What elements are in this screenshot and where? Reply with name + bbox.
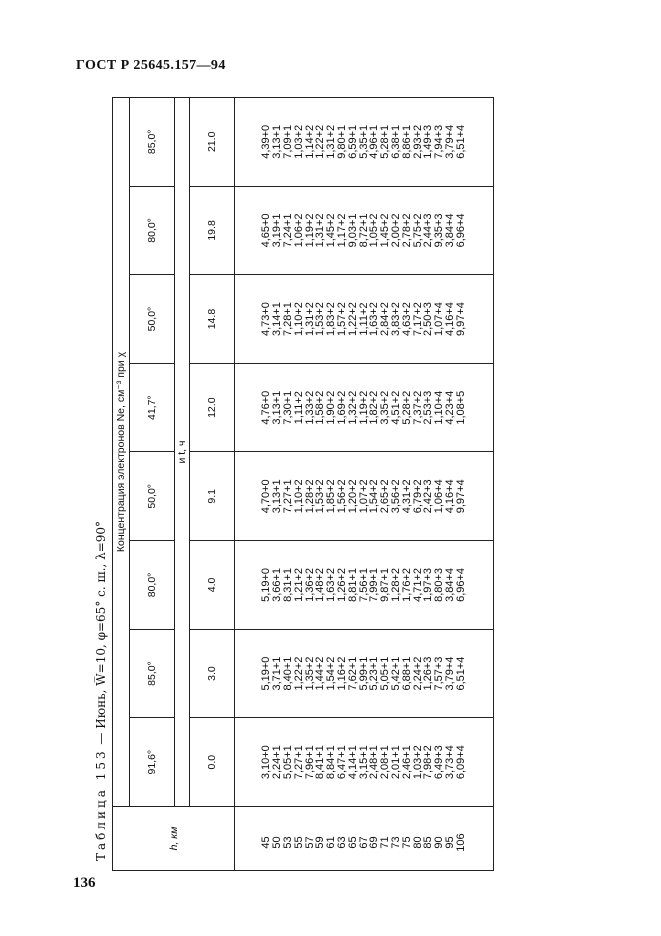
concentration-value: 1,26+3 bbox=[422, 656, 435, 691]
concentration-value: 1,10+2 bbox=[292, 479, 305, 514]
concentration-value: 1,33+2 bbox=[303, 390, 316, 425]
concentration-value: 2,65+2 bbox=[379, 479, 392, 514]
concentration-value: 4,39+0 bbox=[260, 124, 273, 159]
height-value: 73 bbox=[389, 836, 402, 849]
concentration-value: 5,19+0 bbox=[260, 656, 273, 691]
concentration-value: 6,96+4 bbox=[454, 567, 467, 602]
concentration-value: 3,84+4 bbox=[443, 213, 456, 248]
time-header-cell: 3.0 bbox=[190, 629, 235, 718]
concentration-value: 4,63+2 bbox=[400, 302, 413, 337]
concentration-value: 5,75+2 bbox=[411, 213, 424, 248]
concentration-value: 5,35+1 bbox=[357, 124, 370, 159]
concentration-value: 5,19+0 bbox=[260, 567, 273, 602]
time-header-cell: 0.0 bbox=[190, 718, 235, 807]
concentration-value: 3,79+4 bbox=[443, 656, 456, 691]
concentration-value: 1,07+4 bbox=[433, 302, 446, 337]
concentration-value: 6,51+4 bbox=[454, 656, 467, 691]
concentration-value: 4,51+2 bbox=[389, 390, 402, 425]
data-column bbox=[235, 98, 494, 187]
concentration-value: 5,05+1 bbox=[282, 745, 295, 780]
concentration-value: 5,99+1 bbox=[357, 656, 370, 691]
concentration-value: 1,35+2 bbox=[303, 656, 316, 691]
sub-header: и t, ч bbox=[175, 98, 190, 807]
concentration-value: 3,83+2 bbox=[389, 302, 402, 337]
concentration-value: 1,31+2 bbox=[325, 124, 338, 159]
concentration-value: 2,48+1 bbox=[368, 745, 381, 780]
concentration-value: 1,11+2 bbox=[292, 391, 305, 425]
concentration-value: 9,03+1 bbox=[346, 213, 359, 248]
concentration-value: 1,14+2 bbox=[303, 124, 316, 159]
concentration-value: 1,05+2 bbox=[368, 213, 381, 248]
chi-header-cell: 91,6° bbox=[130, 718, 175, 807]
concentration-value: 1,97+3 bbox=[422, 567, 435, 602]
concentration-value: 6,51+4 bbox=[454, 124, 467, 159]
concentration-value: 1,82+2 bbox=[368, 390, 381, 425]
concentration-value: 1,32+2 bbox=[346, 390, 359, 425]
caption-label: Таблица 153 bbox=[94, 748, 108, 861]
data-column bbox=[235, 275, 494, 364]
concentration-value: 4,23+4 bbox=[443, 390, 456, 425]
height-value: 55 bbox=[292, 836, 305, 849]
concentration-value: 2,42+3 bbox=[422, 479, 435, 514]
concentration-value: 1,56+2 bbox=[336, 479, 348, 514]
height-value: 90 bbox=[433, 836, 446, 849]
height-value: 95 bbox=[443, 836, 456, 849]
concentration-value: 1,26+2 bbox=[336, 567, 348, 602]
concentration-value: 2,24+1 bbox=[271, 745, 284, 780]
concentration-value: 4,71+2 bbox=[411, 567, 424, 602]
concentration-value: 5,28+1 bbox=[379, 124, 392, 159]
height-value: 67 bbox=[357, 836, 370, 849]
rotated-table-block bbox=[92, 97, 494, 871]
height-value: 53 bbox=[282, 836, 295, 849]
concentration-value: 4,16+4 bbox=[443, 479, 456, 514]
concentration-value: 1,11+2 bbox=[357, 302, 370, 336]
caption-text: — Июнь, W̅=10, φ=65° с. ш., λ=90° bbox=[94, 520, 108, 745]
height-value: 45 bbox=[260, 836, 273, 849]
concentration-value: 7,96+1 bbox=[303, 745, 316, 780]
concentration-value: 6,79+2 bbox=[411, 479, 424, 514]
data-column bbox=[235, 186, 494, 275]
concentration-value: 1,85+2 bbox=[325, 479, 338, 514]
chi-header-cell: 85,0° bbox=[130, 98, 175, 187]
data-table bbox=[112, 97, 494, 871]
concentration-value: 5,42+1 bbox=[389, 656, 402, 691]
concentration-value: 1,90+2 bbox=[325, 390, 338, 425]
concentration-value: 1,48+2 bbox=[314, 567, 327, 602]
concentration-value: 1,63+2 bbox=[325, 567, 338, 602]
concentration-value: 5,28+2 bbox=[400, 390, 413, 425]
concentration-value: 3,56+2 bbox=[389, 479, 402, 514]
concentration-value: 1,07+2 bbox=[357, 479, 370, 514]
concentration-value: 4,70+0 bbox=[260, 479, 273, 514]
concentration-value: 9,97+4 bbox=[454, 302, 467, 337]
concentration-value: 7,98+2 bbox=[422, 745, 435, 780]
concentration-value: 2,78+2 bbox=[400, 213, 413, 248]
concentration-value: 3,71+1 bbox=[271, 656, 284, 691]
concentration-value: 1,28+2 bbox=[389, 567, 402, 602]
concentration-value: 7,09+1 bbox=[282, 124, 295, 159]
height-column bbox=[235, 807, 494, 871]
concentration-value: 8,80+3 bbox=[433, 567, 446, 602]
concentration-value: 1,49+3 bbox=[422, 124, 435, 159]
data-column bbox=[235, 363, 494, 452]
concentration-value: 4,16+4 bbox=[443, 302, 456, 337]
page-number: 136 bbox=[73, 875, 96, 891]
height-value: 57 bbox=[303, 836, 316, 849]
height-value: 80 bbox=[411, 836, 424, 849]
concentration-value: 2,01+1 bbox=[389, 745, 402, 780]
concentration-value: 3,10+0 bbox=[260, 745, 273, 780]
concentration-value: 1,16+2 bbox=[336, 656, 348, 691]
concentration-value: 1,58+2 bbox=[314, 390, 327, 425]
concentration-value: 8,86+1 bbox=[400, 124, 413, 159]
concentration-value: 1,45+2 bbox=[379, 213, 392, 248]
data-column bbox=[235, 541, 494, 630]
concentration-value: 4,73+0 bbox=[260, 302, 273, 337]
time-header-cell: 21.0 bbox=[190, 98, 235, 187]
concentration-value: 5,23+1 bbox=[368, 656, 381, 691]
height-value: 61 bbox=[325, 836, 338, 849]
concentration-value: 3,35+2 bbox=[379, 390, 392, 425]
height-value: 85 bbox=[422, 836, 435, 849]
concentration-value: 9,97+4 bbox=[454, 479, 467, 514]
concentration-value: 1,19+2 bbox=[303, 213, 316, 248]
concentration-value: 8,41+1 bbox=[314, 745, 327, 780]
concentration-value: 1,54+2 bbox=[325, 656, 338, 691]
concentration-value: 9,87+1 bbox=[379, 567, 392, 602]
concentration-value: 2,44+3 bbox=[422, 213, 435, 248]
concentration-value: 2,08+1 bbox=[379, 745, 392, 780]
concentration-value: 6,09+4 bbox=[454, 745, 467, 780]
concentration-value: 3,84+4 bbox=[443, 567, 456, 602]
chi-header-cell: 85,0° bbox=[130, 629, 175, 718]
concentration-value: 1,31+2 bbox=[314, 213, 327, 248]
concentration-value: 4,65+0 bbox=[260, 213, 273, 248]
concentration-value: 2,00+2 bbox=[389, 213, 402, 248]
concentration-value: 1,06+4 bbox=[433, 479, 446, 514]
concentration-value: 7,56+1 bbox=[357, 567, 370, 602]
concentration-value: 8,31+1 bbox=[282, 567, 295, 602]
concentration-value: 7,37+2 bbox=[411, 390, 424, 425]
concentration-value: 3,13+1 bbox=[271, 390, 284, 425]
concentration-value: 7,57+3 bbox=[433, 656, 446, 691]
concentration-value: 1,08+5 bbox=[454, 390, 467, 425]
concentration-value: 3,79+4 bbox=[443, 124, 456, 159]
concentration-value: 1,22+2 bbox=[346, 302, 359, 337]
concentration-value: 1,44+2 bbox=[314, 656, 327, 691]
concentration-value: 2,50+3 bbox=[422, 302, 435, 337]
concentration-value: 6,49+3 bbox=[433, 745, 446, 780]
concentration-value: 1,17+2 bbox=[336, 213, 348, 248]
concentration-value: 1,63+2 bbox=[368, 302, 381, 337]
concentration-value: 1,53+2 bbox=[314, 302, 327, 337]
concentration-value: 1,53+2 bbox=[314, 479, 327, 514]
concentration-value: 4,14+1 bbox=[346, 745, 359, 780]
data-column bbox=[235, 718, 494, 807]
concentration-value: 2,24+2 bbox=[411, 656, 424, 691]
concentration-value: 2,93+2 bbox=[411, 124, 424, 159]
concentration-value: 2,84+2 bbox=[379, 302, 392, 337]
concentration-value: 1,10+4 bbox=[433, 390, 446, 425]
concentration-value: 1,45+2 bbox=[325, 213, 338, 248]
concentration-value: 1,22+2 bbox=[314, 124, 327, 159]
height-value: 65 bbox=[346, 836, 359, 849]
concentration-value: 7,28+1 bbox=[282, 302, 295, 337]
concentration-value: 1,36+2 bbox=[303, 567, 316, 602]
time-header-cell: 12.0 bbox=[190, 363, 235, 452]
concentration-value: 1,20+2 bbox=[346, 479, 359, 514]
height-value: 69 bbox=[368, 836, 381, 849]
concentration-value: 1,22+2 bbox=[292, 656, 305, 691]
concentration-value: 8,84+1 bbox=[325, 745, 338, 780]
concentration-value: 3,14+1 bbox=[271, 302, 284, 337]
data-column bbox=[235, 629, 494, 718]
height-value: 75 bbox=[400, 836, 413, 849]
chi-header-cell: 80,0° bbox=[130, 541, 175, 630]
concentration-value: 1,06+2 bbox=[292, 213, 305, 248]
concentration-value: 1,03+2 bbox=[292, 124, 305, 159]
concentration-value: 7,27+1 bbox=[292, 745, 305, 780]
chi-header-cell: 50,0° bbox=[130, 275, 175, 364]
height-value: 71 bbox=[379, 836, 392, 849]
concentration-value: 7,27+1 bbox=[282, 479, 295, 514]
group-header: Концентрация электронов Ne, см⁻³ при χ bbox=[113, 98, 130, 807]
concentration-value: 2,46+1 bbox=[400, 745, 413, 780]
concentration-value: 1,76+2 bbox=[400, 567, 413, 602]
concentration-value: 6,96+4 bbox=[454, 213, 467, 248]
concentration-value: 4,31+2 bbox=[400, 479, 413, 514]
concentration-value: 1,57+2 bbox=[336, 302, 348, 337]
concentration-value: 6,47+1 bbox=[336, 745, 348, 780]
concentration-value: 3,19+1 bbox=[271, 213, 284, 248]
concentration-value: 1,69+2 bbox=[336, 390, 348, 425]
concentration-value: 2,53+3 bbox=[422, 390, 435, 425]
concentration-value: 7,94+3 bbox=[433, 124, 446, 159]
concentration-value: 7,24+1 bbox=[282, 213, 295, 248]
chi-header-cell: 41,7° bbox=[130, 363, 175, 452]
concentration-value: 4,96+1 bbox=[368, 124, 381, 159]
document-title: ГОСТ Р 25645.157—94 bbox=[76, 58, 226, 73]
concentration-value: 1,83+2 bbox=[325, 302, 338, 337]
height-value: 50 bbox=[271, 836, 284, 849]
concentration-value: 1,54+2 bbox=[368, 479, 381, 514]
concentration-value: 3,13+1 bbox=[271, 124, 284, 159]
concentration-value: 7,62+1 bbox=[346, 656, 359, 691]
time-header-cell: 19.8 bbox=[190, 186, 235, 275]
concentration-value: 8,72+1 bbox=[357, 213, 370, 248]
time-header-cell: 9.1 bbox=[190, 452, 235, 541]
concentration-value: 1,03+2 bbox=[411, 745, 424, 780]
concentration-value: 3,73+4 bbox=[443, 745, 456, 780]
time-header-cell: 14.8 bbox=[190, 275, 235, 364]
concentration-value: 1,28+2 bbox=[303, 479, 316, 514]
concentration-value: 6,59+1 bbox=[346, 124, 359, 159]
concentration-value: 1,21+2 bbox=[292, 567, 305, 602]
height-value: 106 bbox=[454, 833, 467, 852]
concentration-value: 6,38+1 bbox=[389, 124, 402, 159]
concentration-value: 3,15+1 bbox=[357, 745, 370, 780]
concentration-value: 6,88+1 bbox=[400, 656, 413, 691]
concentration-value: 8,81+1 bbox=[346, 567, 359, 602]
concentration-value: 3,66+1 bbox=[271, 567, 284, 602]
time-header-cell: 4.0 bbox=[190, 541, 235, 630]
concentration-value: 7,30+1 bbox=[282, 390, 295, 425]
concentration-value: 9,35+3 bbox=[433, 213, 446, 248]
height-value: 63 bbox=[336, 836, 348, 849]
concentration-value: 4,76+0 bbox=[260, 390, 273, 425]
chi-header-cell: 80,0° bbox=[130, 186, 175, 275]
concentration-value: 8,40+1 bbox=[282, 656, 295, 691]
concentration-value: 7,17+2 bbox=[411, 302, 424, 337]
concentration-value: 3,13+1 bbox=[271, 479, 284, 514]
concentration-value: 5,05+1 bbox=[379, 656, 392, 691]
data-column bbox=[235, 452, 494, 541]
concentration-value: 1,19+2 bbox=[357, 390, 370, 425]
concentration-value: 1,31+2 bbox=[303, 302, 316, 337]
height-value: 59 bbox=[314, 836, 327, 849]
chi-header-cell: 50,0° bbox=[130, 452, 175, 541]
concentration-value: 1,10+2 bbox=[292, 302, 305, 337]
concentration-value: 9,80+1 bbox=[336, 124, 348, 159]
table-caption bbox=[92, 521, 110, 861]
stub-header: h, км bbox=[113, 807, 235, 871]
concentration-value: 7,99+1 bbox=[368, 567, 381, 602]
